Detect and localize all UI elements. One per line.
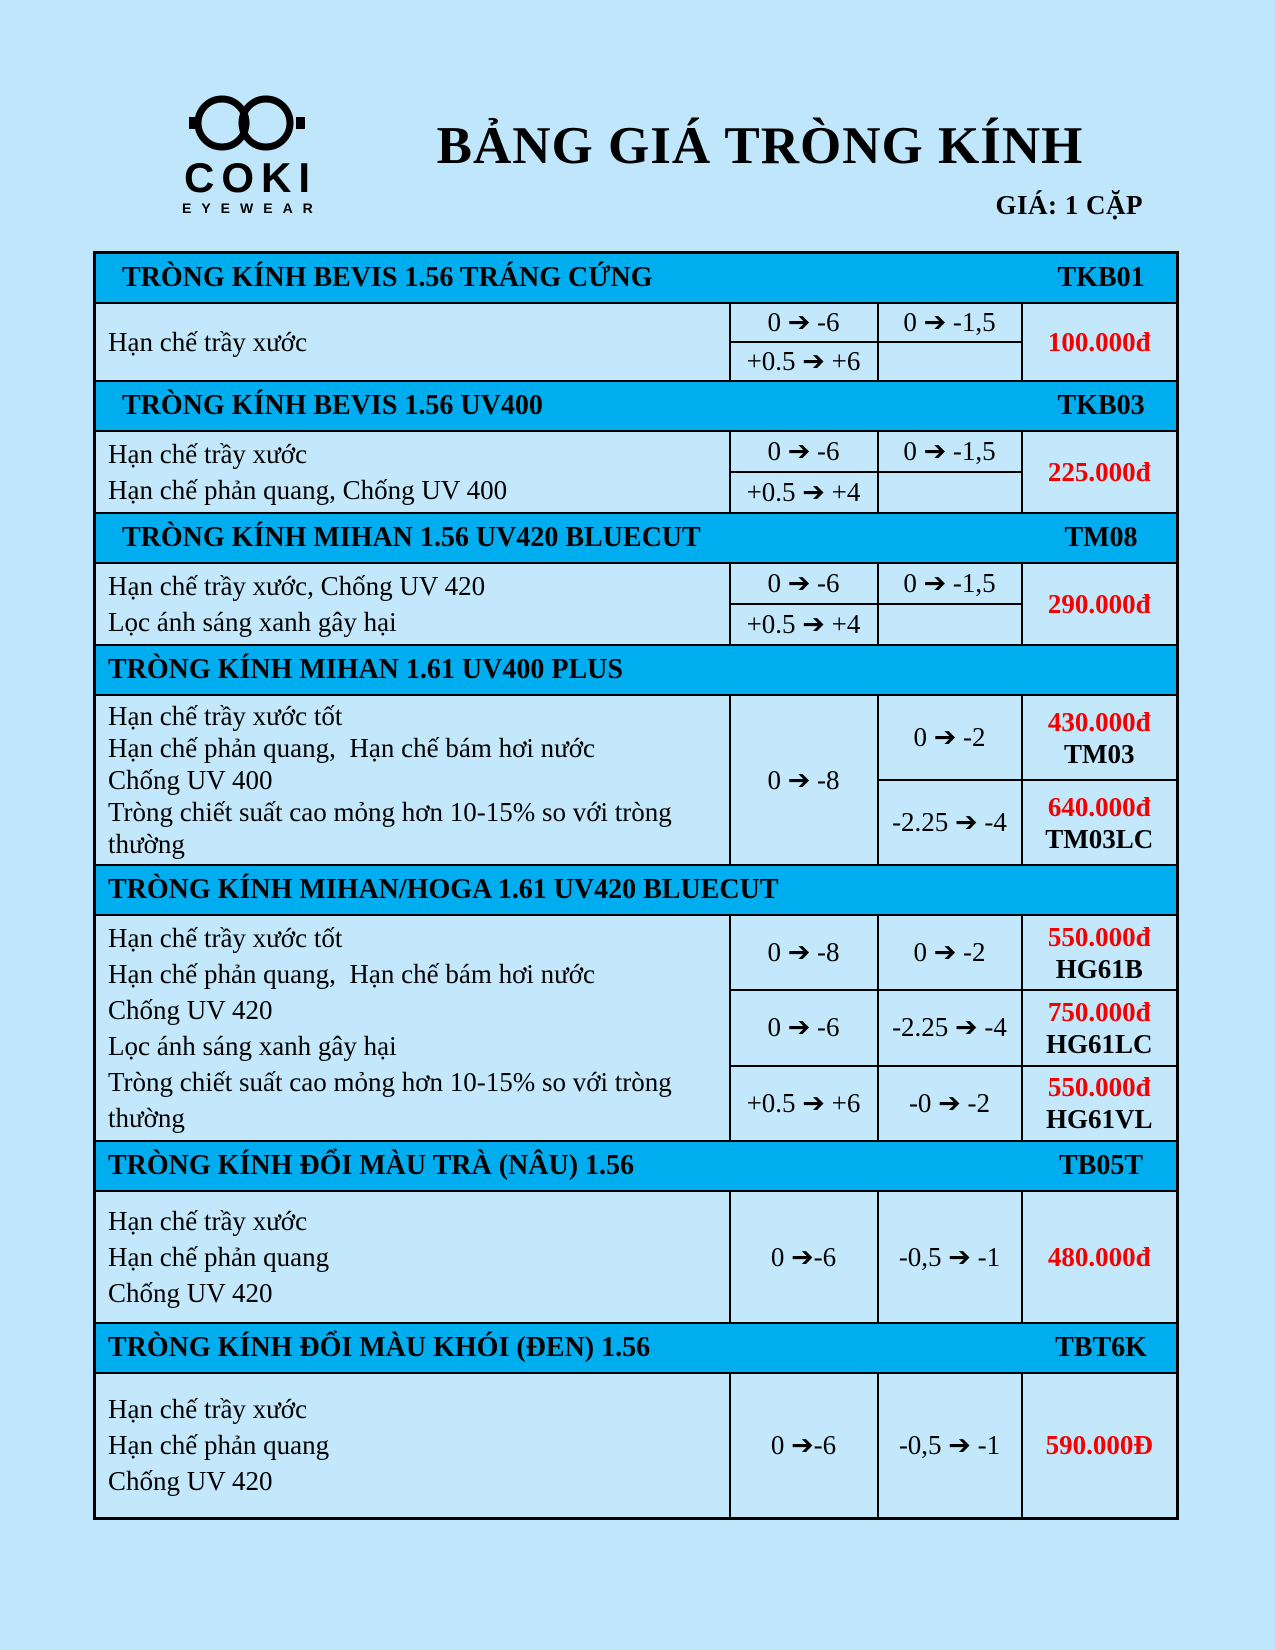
price-unit-label: GIÁ: 1 CẶP [995, 190, 1143, 220]
table-row [95, 695, 1178, 780]
description-line: Hạn chế phản quang, Chống UV 400 [108, 475, 508, 505]
power-range-cell-empty [878, 604, 1022, 645]
price-cell: 480.000đ [1022, 1191, 1178, 1323]
power-range-cell: +0.5 ➔ +6 [730, 342, 878, 381]
power-range-cell: 0 ➔ -6 [730, 303, 878, 342]
description-line: Hạn chế phản quang, Hạn chế bám hơi nước [108, 959, 596, 989]
power-range-cell: 0 ➔-6 [730, 1191, 878, 1323]
brand-logo [172, 92, 322, 216]
section-header-row [95, 1141, 1178, 1191]
brand-name: COKI [184, 154, 317, 201]
power-range-cell: 0 ➔ -2 [878, 695, 1022, 780]
section-title: TRÒNG KÍNH MIHAN 1.56 UV420 BLUECUT [122, 522, 701, 553]
description-line: Chống UV 420 [108, 995, 273, 1025]
power-range-cell: 0 ➔ -1,5 [878, 563, 1022, 604]
price-cell [1022, 915, 1178, 990]
table-row [95, 1191, 1178, 1323]
description-line: Hạn chế trầy xước tốt [108, 923, 343, 953]
price-value: 430.000đ [1047, 706, 1151, 737]
power-range-cell-empty [878, 342, 1022, 381]
power-range-cell-empty [878, 472, 1022, 513]
power-range-cell: -0 ➔ -2 [878, 1066, 1022, 1141]
product-code: TM08 [1064, 522, 1138, 553]
price-cell: 225.000đ [1022, 431, 1178, 513]
price-cell: 100.000đ [1022, 303, 1178, 381]
description-line: Hạn chế trầy xước [108, 1206, 308, 1236]
section-header [95, 253, 1178, 304]
description-line: Chống UV 420 [108, 1466, 273, 1497]
glasses-hinge-right [296, 117, 305, 129]
description-line: Hạn chế trầy xước [108, 439, 308, 469]
product-code: TKB03 [1057, 390, 1145, 421]
price-cell [1022, 990, 1178, 1065]
glasses-hinge-left [189, 117, 198, 129]
table-row [95, 1373, 1178, 1518]
description-line: Chống UV 400 [108, 765, 273, 795]
power-range-cell: -2.25 ➔ -4 [878, 990, 1022, 1065]
glasses-icon [188, 92, 306, 154]
description-cell [95, 1191, 730, 1323]
variant-code: HG61B [1055, 953, 1143, 984]
section-header-row [95, 253, 1178, 304]
section-header-row [95, 381, 1178, 431]
price-cell: 590.000Đ [1022, 1373, 1178, 1518]
power-range-cell: -2.25 ➔ -4 [878, 780, 1022, 865]
product-code: TKB01 [1057, 262, 1145, 293]
price-cell [1022, 695, 1178, 780]
description-line: Hạn chế phản quang [108, 1242, 330, 1272]
description-cell [95, 303, 730, 381]
description-line: Hạn chế trầy xước tốt [108, 701, 343, 731]
power-range-cell: 0 ➔ -1,5 [878, 431, 1022, 472]
description-line: Chống UV 420 [108, 1278, 273, 1308]
page-header [0, 0, 1275, 251]
section-title: TRÒNG KÍNH MIHAN 1.61 UV400 PLUS [108, 654, 623, 685]
section-header [95, 1141, 1178, 1191]
description-line: Tròng chiết suất cao mỏng hơn 10-15% so với tròng thường [108, 1067, 679, 1133]
section-title: TRÒNG KÍNH BEVIS 1.56 TRÁNG CỨNG [122, 262, 653, 293]
variant-code: TM03LC [1045, 823, 1154, 854]
power-range-cell: 0 ➔ -1,5 [878, 303, 1022, 342]
section-header-row [95, 645, 1178, 695]
lens-price-table [93, 251, 1179, 1520]
description-line: Hạn chế trầy xước, Chống UV 420 [108, 571, 486, 601]
power-range-cell: -0,5 ➔ -1 [878, 1191, 1022, 1323]
description-cell [95, 563, 730, 645]
table-row [95, 915, 1178, 990]
table-row [95, 563, 1178, 604]
price-value: 550.000đ [1047, 1072, 1151, 1103]
section-title: TRÒNG KÍNH ĐỔI MÀU TRÀ (NÂU) 1.56 [108, 1150, 635, 1181]
description-line: Hạn chế phản quang [108, 1430, 330, 1461]
power-range-cell: 0 ➔-6 [730, 1373, 878, 1518]
description-line: Hạn chế trầy xước [108, 1394, 308, 1425]
power-range-cell: -0,5 ➔ -1 [878, 1373, 1022, 1518]
price-value: 750.000đ [1047, 996, 1151, 1027]
section-header [95, 645, 1178, 695]
variant-code: TM03 [1064, 738, 1135, 769]
product-code: TB05T [1059, 1150, 1144, 1181]
power-range-cell: 0 ➔ -6 [730, 431, 878, 472]
variant-code: HG61VL [1046, 1104, 1153, 1135]
section-title: TRÒNG KÍNH ĐỔI MÀU KHÓI (ĐEN) 1.56 [108, 1332, 651, 1363]
power-range-cell: 0 ➔ -8 [730, 915, 878, 990]
variant-code: HG61LC [1046, 1028, 1153, 1059]
power-range-cell: +0.5 ➔ +4 [730, 472, 878, 513]
description-line: Lọc ánh sáng xanh gây hại [108, 1031, 397, 1061]
table-row [95, 303, 1178, 342]
table-row [95, 431, 1178, 472]
description-cell [95, 431, 730, 513]
section-header [95, 1323, 1178, 1373]
description-cell [95, 1373, 730, 1518]
section-title: TRÒNG KÍNH BEVIS 1.56 UV400 [122, 390, 543, 421]
description-cell [95, 695, 730, 865]
brand-subtitle: EYEWEAR [182, 200, 323, 216]
power-range-cell: +0.5 ➔ +4 [730, 604, 878, 645]
section-header [95, 381, 1178, 431]
price-cell: 290.000đ [1022, 563, 1178, 645]
description-line: Hạn chế trầy xước [108, 327, 308, 357]
price-cell [1022, 780, 1178, 865]
price-cell [1022, 1066, 1178, 1141]
power-range-cell: +0.5 ➔ +6 [730, 1066, 878, 1141]
product-code: TBT6K [1055, 1332, 1147, 1363]
price-value: 550.000đ [1047, 921, 1151, 952]
description-cell [95, 915, 730, 1141]
power-range-cell: 0 ➔ -2 [878, 915, 1022, 990]
description-line: Hạn chế phản quang, Hạn chế bám hơi nước [108, 733, 596, 763]
power-range-cell: 0 ➔ -6 [730, 563, 878, 604]
power-range-cell: 0 ➔ -6 [730, 990, 878, 1065]
section-header [95, 865, 1178, 915]
page-title: BẢNG GIÁ TRÒNG KÍNH [436, 117, 1084, 175]
description-line: Tròng chiết suất cao mỏng hơn 10-15% so với tròng thường [108, 797, 679, 859]
price-value: 640.000đ [1047, 791, 1151, 822]
section-header-row [95, 1323, 1178, 1373]
section-header-row [95, 865, 1178, 915]
description-line: Lọc ánh sáng xanh gây hại [108, 607, 397, 637]
section-title: TRÒNG KÍNH MIHAN/HOGA 1.61 UV420 BLUECUT [108, 874, 779, 905]
section-header [95, 513, 1178, 563]
power-range-cell: 0 ➔ -8 [730, 695, 878, 865]
section-header-row [95, 513, 1178, 563]
